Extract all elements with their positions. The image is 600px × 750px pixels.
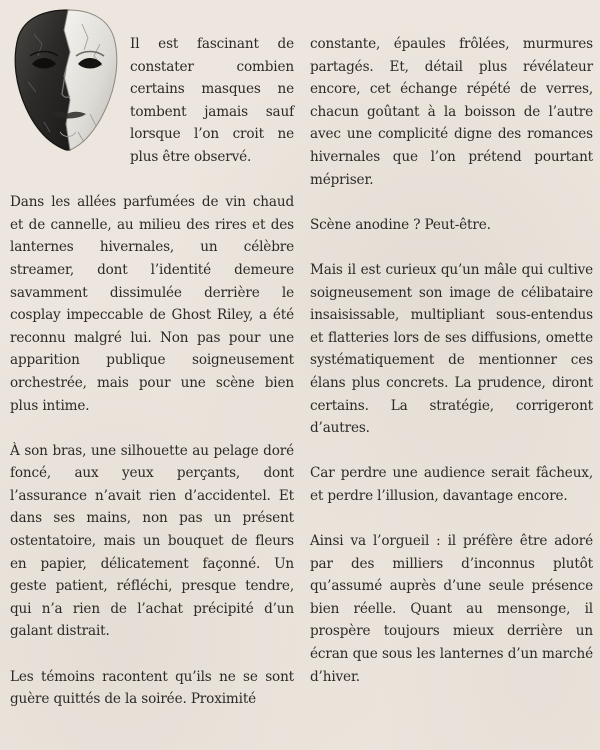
- article-column-right: [310, 33, 593, 711]
- paragraph: Dans les allées parfumées de vin chaud et de cannelle, au milieu des rires et des lanternes hivernales, un célèbre streamer, dont l’identité demeure savamment dissimulée derrière le cosplay impeccable de Ghost Riley, a été reconnu malgré lui. Non pas pour une apparition publique soigneusement orchestrée, mais pour une scène bien plus intime.: [10, 194, 294, 414]
- paragraph: Mais il est curieux qu’un mâle qui cultive soigneusement son image de célibataire insaisissable, multipliant sous-entendus et flatteries lors de ses diffusions, omette systématiquement de mentionner ces élans plus concrets. La prudence, diront certains. La stratégie, corrigeront d’autres.: [310, 261, 593, 437]
- paragraph: Ainsi va l’orgueil : il préfère être adoré par des milliers d’inconnus plutôt qu’assumé auprès d’une seule présence bien réelle. Quant au mensonge, il prospère toujours mieux derrière un écran que sous les lanternes d’un marché d’hiver.: [310, 533, 593, 685]
- paragraph: Il est fascinant de constater combien certains masques ne tombent jamais sauf lorsque l’on croit ne plus être observé.: [130, 36, 294, 165]
- article-column-left: [10, 33, 294, 733]
- paragraph: constante, épaules frôlées, murmures partagés. Et, détail plus révélateur encore, cet échange répété de verres, chacun goûtant à la boisson de l’autre avec une complicité digne des romances hivernales que l’on prétend pourtant mépriser.: [310, 36, 593, 188]
- paragraph: Les témoins racontent qu’ils ne se sont guère quittés de la soirée. Proximité: [10, 668, 294, 708]
- paragraph: Scène anodine ? Peut-être.: [310, 216, 491, 233]
- mask-icon: [4, 4, 122, 154]
- paragraph: Car perdre une audience serait fâcheux, et perdre l’illusion, davantage encore.: [310, 465, 593, 504]
- paragraph: À son bras, une silhouette au pelage doré foncé, aux yeux perçants, dont l’assurance n’avait rien d’accidentel. Et dans ses mains, non pas un présent ostentatoire, mais un bouquet de fleurs en papier, délicatement façonné. Un geste patient, réfléchi, presque tendre, qui n’a rien de l’achat précipité d’un galant distrait.: [10, 442, 294, 640]
